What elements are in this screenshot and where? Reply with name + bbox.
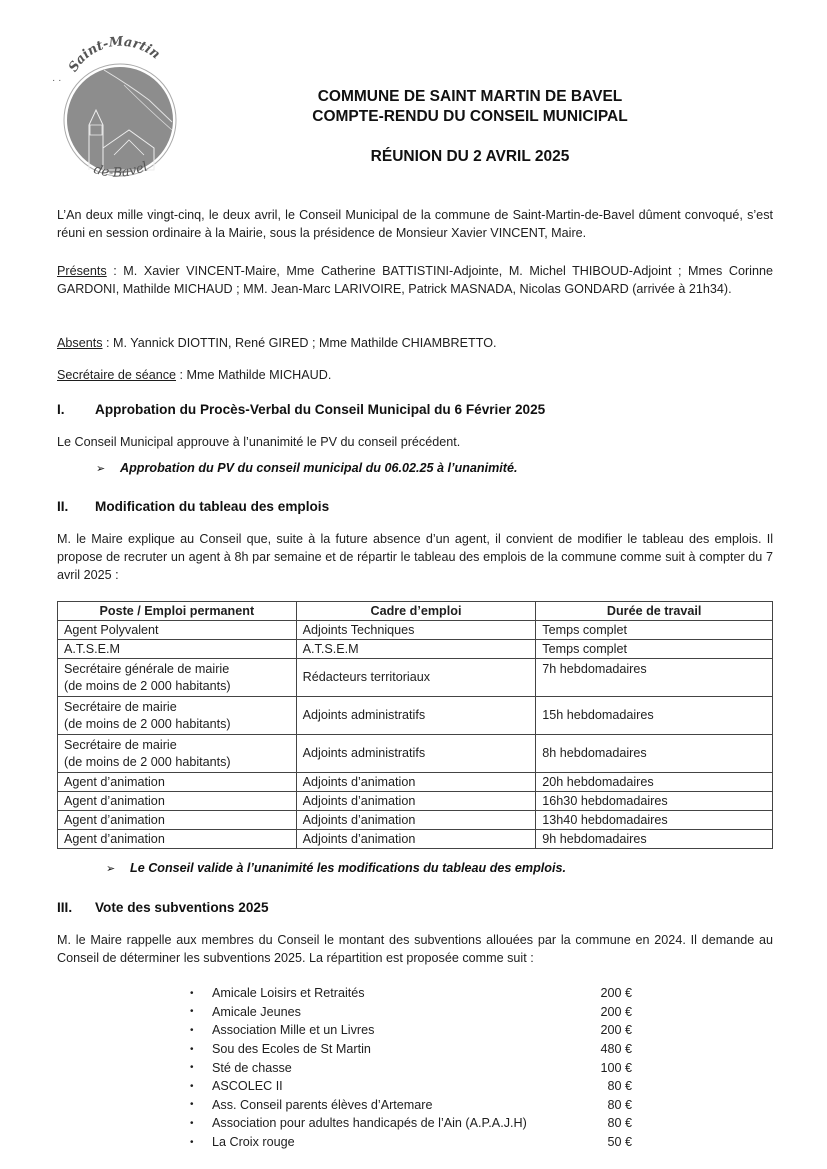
absents-text: : M. Yannick DIOTTIN, René GIRED ; Mme Mathilde CHIAMBRETTO. <box>102 336 497 350</box>
cell-poste: Agent Polyvalent <box>58 621 297 640</box>
cell-cadre: Rédacteurs territoriaux <box>296 659 536 697</box>
subvention-name: Association pour adultes handicapés de l’Ain (A.P.A.J.H) <box>212 1116 527 1131</box>
presents-paragraph <box>57 262 773 298</box>
absents-paragraph <box>57 334 773 352</box>
bullet-icon: • <box>190 1043 194 1055</box>
cell-poste: A.T.S.E.M <box>58 640 297 659</box>
subvention-amount: 80 € <box>607 1097 632 1112</box>
subvention-name: La Croix rouge <box>212 1135 295 1150</box>
cell-poste-line1: Secrétaire générale de mairie <box>64 661 230 676</box>
table-row <box>58 811 773 830</box>
list-item <box>190 1040 632 1059</box>
subvention-name: Ass. Conseil parents élèves d’Artemare <box>212 1097 433 1112</box>
intro-paragraph: L’An deux mille vingt-cinq, le deux avril, le Conseil Municipal de la commune de Saint-Martin-de-Bavel dûment convoqué, s’est réuni en session ordinaire à la Mairie, sous la présidence de Monsieur Xavier VINCENT, Maire. <box>57 208 773 240</box>
section-1-heading <box>57 402 545 417</box>
scan-artifact-dots: · · <box>52 75 62 86</box>
cell-poste: Agent d’animation <box>58 830 297 849</box>
subvention-amount: 80 € <box>607 1079 632 1094</box>
commune-title: COMMUNE DE SAINT MARTIN DE BAVEL <box>317 88 623 105</box>
subvention-amount: 50 € <box>607 1135 632 1150</box>
section-1-number: I. <box>57 402 65 417</box>
table-row <box>58 621 773 640</box>
cell-poste-line1: Secrétaire de mairie <box>64 699 177 714</box>
subvention-amount: 100 € <box>600 1060 632 1075</box>
subvention-amount: 200 € <box>600 1023 632 1038</box>
section-3-title: Vote des subventions 2025 <box>95 900 269 915</box>
cell-poste: Agent d’animation <box>58 811 297 830</box>
meeting-date-title: RÉUNION DU 2 AVRIL 2025 <box>370 148 570 165</box>
document-header <box>250 87 690 127</box>
table-header-row <box>58 602 773 621</box>
cell-duree: Temps complet <box>536 621 773 640</box>
section-3-number: III. <box>57 900 73 915</box>
subvention-name: Amicale Jeunes <box>212 1004 301 1019</box>
cell-poste-line1: Secrétaire de mairie <box>64 737 177 752</box>
subvention-amount: 80 € <box>607 1116 632 1131</box>
cell-poste <box>58 697 297 735</box>
list-item <box>190 1021 632 1040</box>
section-1-title: Approbation du Procès-Verbal du Conseil Municipal du 6 Février 2025 <box>95 402 546 417</box>
cell-duree: 20h hebdomadaires <box>536 773 773 792</box>
cell-poste: Agent d’animation <box>58 792 297 811</box>
cell-duree: 16h30 hebdomadaires <box>536 792 773 811</box>
cell-duree: Temps complet <box>536 640 773 659</box>
cell-poste <box>58 735 297 773</box>
cell-duree: 9h hebdomadaires <box>536 830 773 849</box>
section-1-decision-text: Approbation du PV du conseil municipal du 06.02.25 à l’unanimité. <box>120 461 518 475</box>
subvention-name: Association Mille et un Livres <box>212 1023 375 1038</box>
bullet-icon: • <box>190 1024 194 1036</box>
cell-cadre: A.T.S.E.M <box>296 640 536 659</box>
subventions-list <box>190 984 632 1151</box>
emplois-table <box>57 601 773 849</box>
logo-top-text: Saint-Martin <box>66 34 163 75</box>
presents-label: Présents <box>57 264 107 278</box>
section-2-decision <box>106 861 566 875</box>
commune-logo <box>54 30 184 190</box>
section-2-heading <box>57 499 329 514</box>
cell-cadre: Adjoints Techniques <box>296 621 536 640</box>
cell-duree: 13h40 hebdomadaires <box>536 811 773 830</box>
section-2-number: II. <box>57 499 69 514</box>
arrow-bullet-icon: ➢ <box>96 463 106 475</box>
list-item <box>190 1096 632 1115</box>
cell-cadre: Adjoints administratifs <box>296 697 536 735</box>
list-item <box>190 1077 632 1096</box>
cell-duree: 7h hebdomadaires <box>536 659 773 697</box>
subvention-amount: 200 € <box>600 986 632 1001</box>
cell-poste-line2: (de moins de 2 000 habitants) <box>64 716 231 731</box>
bullet-icon: • <box>190 1136 194 1148</box>
bullet-icon: • <box>190 1099 194 1111</box>
cell-duree: 8h hebdomadaires <box>536 735 773 773</box>
section-2-body: M. le Maire explique au Conseil que, suite à la future absence d’un agent, il convient de modifier le tableau des emplois. Il propose de recruter un agent à 8h par semaine et de répartir le tableau des emplois de la commune comme suit à compter du 7 avril 2025 : <box>57 532 773 582</box>
cell-cadre: Adjoints d’animation <box>296 773 536 792</box>
cell-cadre: Adjoints d’animation <box>296 830 536 849</box>
subvention-amount: 480 € <box>600 1042 632 1057</box>
document-title: COMPTE-RENDU DU CONSEIL MUNICIPAL <box>312 108 628 125</box>
logo-bottom-text: de-Bavel <box>91 159 150 181</box>
table-row <box>58 659 773 697</box>
bullet-icon: • <box>190 1006 194 1018</box>
secretaire-label: Secrétaire de séance <box>57 368 177 382</box>
secretaire-paragraph <box>57 366 773 384</box>
presents-text: : M. Xavier VINCENT-Maire, Mme Catherine BATTISTINI-Adjointe, M. Michel THIBOUD-Adjoint ; Mmes Corinne GARDONI, Mathilde MICHAUD ; MM. Jean-Marc LARIVOIRE, Patrick MASNADA, Nicolas GONDARD (arrivée à 21h34). <box>57 264 773 296</box>
header-poste: Poste / Emploi permanent <box>58 602 297 621</box>
list-item <box>190 1058 632 1077</box>
cell-cadre: Adjoints administratifs <box>296 735 536 773</box>
section-2-title: Modification du tableau des emplois <box>95 499 330 514</box>
cell-poste <box>58 659 297 697</box>
bullet-icon: • <box>190 987 194 999</box>
absents-label: Absents <box>57 336 103 350</box>
section-2-decision-text: Le Conseil valide à l’unanimité les modifications du tableau des emplois. <box>130 861 566 875</box>
table-row <box>58 830 773 849</box>
bullet-icon: • <box>190 1062 194 1074</box>
header-duree: Durée de travail <box>536 602 773 621</box>
subvention-name: ASCOLEC II <box>212 1079 283 1094</box>
list-item <box>190 1114 632 1133</box>
bullet-icon: • <box>190 1080 194 1092</box>
subvention-amount: 200 € <box>600 1004 632 1019</box>
cell-duree: 15h hebdomadaires <box>536 697 773 735</box>
section-1-body: Le Conseil Municipal approuve à l’unanimité le PV du conseil précédent. <box>57 435 461 449</box>
list-item <box>190 984 632 1003</box>
section-3-heading <box>57 900 269 915</box>
section-1-decision <box>96 461 517 475</box>
secretaire-text: : Mme Mathilde MICHAUD. <box>176 368 332 382</box>
cell-cadre: Adjoints d’animation <box>296 792 536 811</box>
header-cadre: Cadre d’emploi <box>296 602 536 621</box>
subvention-name: Sou des Ecoles de St Martin <box>212 1042 371 1057</box>
subvention-name: Amicale Loisirs et Retraités <box>212 986 365 1001</box>
cell-poste-line2: (de moins de 2 000 habitants) <box>64 754 231 769</box>
cell-poste-line2: (de moins de 2 000 habitants) <box>64 678 231 693</box>
list-item <box>190 1133 632 1152</box>
table-row <box>58 792 773 811</box>
arrow-bullet-icon: ➢ <box>106 863 116 875</box>
subvention-name: Sté de chasse <box>212 1060 292 1075</box>
section-3-body: M. le Maire rappelle aux membres du Conseil le montant des subventions allouées par la commune en 2024. Il demande au Conseil de déterminer les subventions 2025. La répartition est proposée comme suit : <box>57 933 773 965</box>
bullet-icon: • <box>190 1117 194 1129</box>
table-row <box>58 735 773 773</box>
table-row <box>58 640 773 659</box>
table-row <box>58 773 773 792</box>
list-item <box>190 1003 632 1022</box>
cell-poste: Agent d’animation <box>58 773 297 792</box>
cell-cadre: Adjoints d’animation <box>296 811 536 830</box>
table-row <box>58 697 773 735</box>
